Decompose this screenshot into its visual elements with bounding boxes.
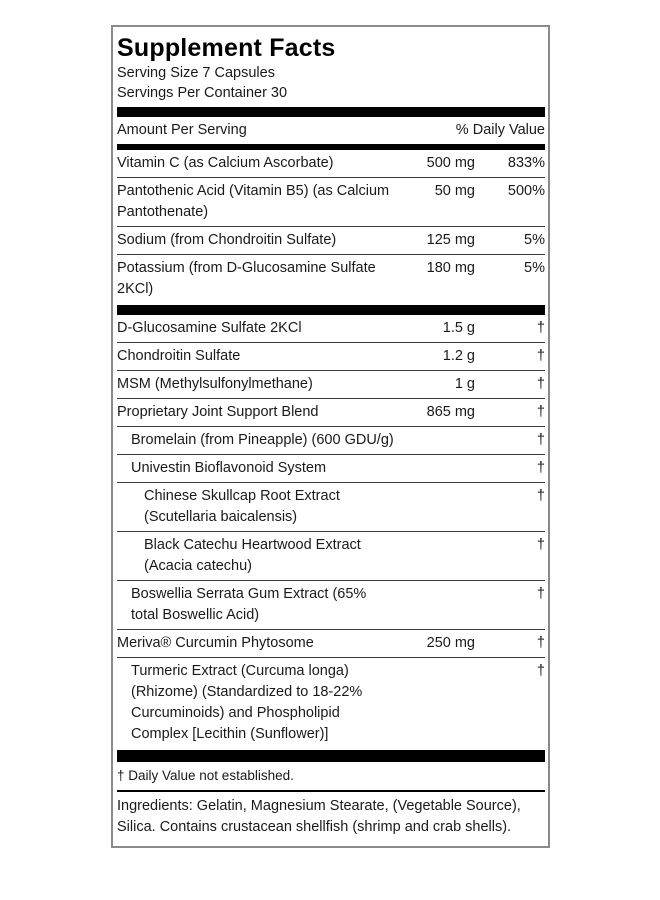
nutrient-dv: 833% (507, 155, 545, 171)
dagger-icon: † (536, 348, 545, 364)
nutrient-amount: 500 mg (426, 155, 475, 171)
nutrient-name: Sodium (from Chondroitin Sulfate) (117, 232, 337, 248)
ingredient-row (117, 370, 545, 398)
nutrient-row (117, 177, 545, 226)
nutrient-amount: 125 mg (426, 232, 475, 248)
ingredient-row (117, 629, 545, 657)
dagger-icon: † (536, 537, 545, 553)
nutrient-row (117, 254, 545, 303)
nutrient-row (117, 226, 545, 254)
dagger-icon: † (536, 376, 545, 392)
ingredient-row (117, 398, 545, 426)
dagger-icon: † (536, 635, 545, 651)
dagger-icon: † (536, 663, 545, 679)
divider-thick (117, 107, 545, 117)
ingredient-amount: 250 mg (426, 635, 475, 651)
nutrient-name: Potassium (from D-Glucosamine Sulfate 2KCl) (117, 260, 376, 297)
ingredient-amount: 1 g (454, 376, 475, 392)
ingredient-name: Black Catechu Heartwood Extract (Acacia catechu) (144, 537, 361, 574)
dagger-icon: † (536, 432, 545, 448)
ingredients-statement: Ingredients: Gelatin, Magnesium Stearate, (Vegetable Source), Silica. Contains crustacean shellfish (shrimp and crab shells). (117, 798, 521, 835)
label-title: Supplement Facts (117, 34, 336, 62)
daily-value-footnote: † Daily Value not established. (117, 762, 545, 792)
ingredient-row (117, 454, 545, 482)
ingredient-row (117, 426, 545, 454)
ingredient-name: Boswellia Serrata Gum Extract (65% total Boswellic Acid) (131, 586, 367, 623)
nutrient-dv: 5% (524, 260, 545, 276)
ingredient-name: Univestin Bioflavonoid System (131, 460, 327, 476)
nutrient-row (117, 150, 545, 177)
ingredient-row (117, 657, 545, 748)
ingredient-name: Chondroitin Sulfate (117, 348, 241, 364)
dagger-icon: † (536, 460, 545, 476)
supplement-facts-label (111, 25, 550, 848)
nutrient-name: Vitamin C (as Calcium Ascorbate) (117, 155, 334, 171)
daily-value-header: % Daily Value (455, 122, 545, 138)
ingredient-name: Chinese Skullcap Root Extract (Scutellaria baicalensis) (144, 488, 340, 525)
ingredient-name: Turmeric Extract (Curcuma longa) (Rhizome) (Standardized to 18-22% Curcuminoids) and Phospholipid Complex [Lecithin (Sunflower)] (131, 663, 363, 742)
nutrient-amount: 50 mg (434, 183, 475, 199)
ingredient-row (117, 342, 545, 370)
ingredient-amount: 865 mg (426, 404, 475, 420)
ingredient-amount: 1.2 g (442, 348, 475, 364)
nutrient-dv: 5% (524, 232, 545, 248)
ingredient-row (117, 531, 545, 580)
divider-thick (117, 305, 545, 315)
nutrient-amount: 180 mg (426, 260, 475, 276)
servings-per-container: Servings Per Container 30 (117, 85, 288, 101)
serving-size: Serving Size 7 Capsules (117, 65, 275, 81)
ingredient-name: D-Glucosamine Sulfate 2KCl (117, 320, 302, 336)
ingredient-name: MSM (Methylsulfonylmethane) (117, 376, 313, 392)
dagger-icon: † (536, 586, 545, 602)
nutrient-dv: 500% (507, 183, 545, 199)
amount-per-serving-header: Amount Per Serving (117, 122, 247, 138)
ingredient-row (117, 315, 545, 342)
ingredient-row (117, 580, 545, 629)
other-ingredients-section (117, 315, 545, 748)
dagger-icon: † (536, 488, 545, 504)
nutrient-section (117, 150, 545, 303)
table-header (117, 117, 545, 144)
nutrient-name: Pantothenic Acid (Vitamin B5) (as Calcium Pantothenate) (117, 183, 390, 220)
ingredient-name: Proprietary Joint Support Blend (117, 404, 319, 420)
ingredient-name: Meriva® Curcumin Phytosome (117, 635, 314, 651)
ingredient-amount: 1.5 g (442, 320, 475, 336)
dagger-icon: † (536, 320, 545, 336)
ingredient-row (117, 482, 545, 531)
divider-thick (117, 750, 545, 762)
dagger-icon: † (536, 404, 545, 420)
ingredient-name: Bromelain (from Pineapple) (600 GDU/g) (131, 432, 394, 448)
